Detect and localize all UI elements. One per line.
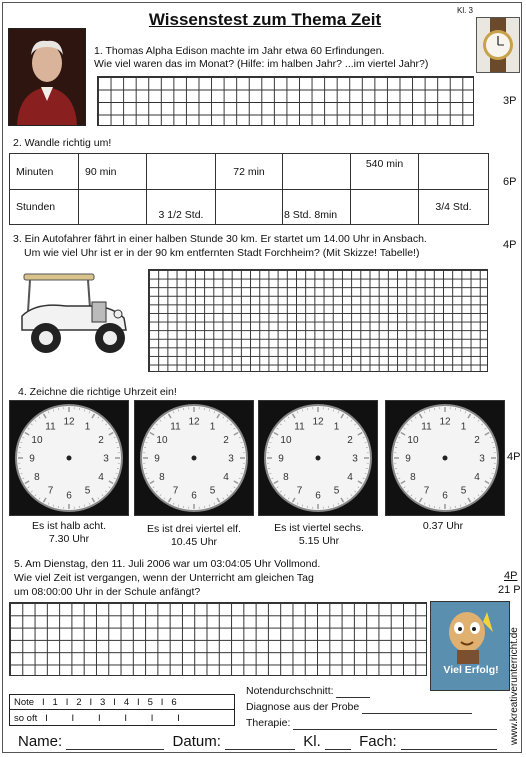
dial-number: 6 (191, 490, 197, 502)
dial-number: 1 (84, 421, 91, 433)
row-label-minutes: Minuten (10, 154, 79, 190)
dial-number: 10 (31, 435, 43, 446)
clock-face[interactable] (134, 400, 254, 516)
dial-number: 1 (333, 421, 340, 433)
q5-answer-grid[interactable] (9, 602, 427, 676)
dial-number: 12 (188, 416, 200, 428)
q1-points: 3P (503, 95, 517, 107)
dial-number: 4 (347, 472, 353, 483)
q1-line2: Wie viel waren das im Monat? (Hilfe: im halben Jahr? ...im viertel Jahr?) (94, 58, 429, 70)
car-illustration (16, 272, 134, 360)
dial-number: 4 (474, 472, 480, 483)
student-info-line (18, 733, 497, 750)
clock-caption: 0.37 Uhr (422, 520, 464, 532)
q3-line1: 3. Ein Autofahrer fährt in einer halben Stunde 30 km. Er startet um 14.00 Uhr in Ansbach. (13, 233, 427, 245)
dial-number: 9 (278, 453, 284, 465)
dial-number: 7 (296, 485, 303, 497)
mascot-caption: Viel Erfolg! (443, 664, 499, 676)
dial-number: 5 (209, 485, 216, 497)
grade-row: Note I 1 I 2 I 3 I 4 I 5 I 6 (10, 695, 234, 710)
frequency-row[interactable]: so oft I I I I I I (14, 713, 180, 724)
q5-points: 4P (504, 570, 518, 582)
dial-number: 2 (474, 435, 480, 446)
dial-number: 6 (66, 490, 72, 502)
q4-text: 4. Zeichne die richtige Uhrzeit ein! (18, 386, 177, 398)
dial-number: 3 (103, 453, 109, 465)
dial-number: 9 (405, 453, 411, 465)
dial-number: 3 (228, 453, 234, 465)
dial-number: 7 (172, 485, 179, 497)
mascot-image (430, 601, 510, 691)
grade-distribution-table (9, 694, 235, 726)
dial-number: 2 (347, 435, 353, 446)
q5-line3: um 08:00:00 Uhr in der Schule anfängt? (14, 586, 201, 598)
hours-cell[interactable]: 8 Std. 8min (283, 190, 351, 225)
conversion-table (9, 153, 489, 225)
minutes-cell[interactable] (283, 154, 351, 190)
minutes-cell[interactable] (419, 154, 489, 190)
minutes-cell[interactable]: 90 min (79, 154, 147, 190)
hours-cell[interactable] (216, 190, 283, 225)
dial-number: 11 (45, 421, 56, 433)
grade-label: Kl. 3 (457, 6, 474, 15)
grade-average-field[interactable]: Notendurchschnitt: (246, 684, 370, 698)
q2-text: 2. Wandle richtig um! (13, 137, 112, 149)
dial-number: 2 (98, 435, 104, 446)
total-points: 21 P (498, 584, 521, 596)
dial-number: 2 (223, 435, 229, 446)
page-title: Wissenstest zum Thema Zeit (148, 10, 382, 29)
q5-line2: Wie viel Zeit ist vergangen, wenn der Unterricht am gleichen Tag (14, 572, 314, 584)
q1-answer-grid[interactable] (97, 76, 474, 126)
q5-line1: 5. Am Dienstag, den 11. Juli 2006 war um 03:04:05 Uhr Vollmond. (14, 558, 321, 570)
class-label: Kl. (303, 733, 321, 750)
q2-points: 6P (503, 176, 517, 188)
dial-number: 10 (280, 435, 292, 446)
dial-number: 6 (442, 490, 448, 502)
minutes-cell[interactable]: 540 min (351, 154, 419, 190)
q3-points: 4P (503, 239, 517, 251)
therapy-field[interactable]: Therapie: (246, 716, 497, 730)
clock-center-dot (316, 456, 321, 461)
clock-face[interactable] (9, 400, 129, 516)
q1-line1: 1. Thomas Alpha Edison machte im Jahr etwa 60 Erfindungen. (94, 45, 385, 57)
subject-field[interactable] (401, 734, 497, 750)
clock-face[interactable] (258, 400, 378, 516)
dial-number: 10 (407, 435, 419, 446)
dial-number: 12 (63, 416, 75, 428)
q3-line2: Um wie viel Uhr ist er in der 90 km entfernten Stadt Forchheim? (Mit Skizze! Tabelle!) (24, 247, 420, 259)
dial-number: 3 (352, 453, 358, 465)
dial-number: 11 (421, 421, 432, 433)
dial-number: 1 (460, 421, 467, 433)
class-field[interactable] (325, 734, 351, 750)
hours-cell[interactable] (351, 190, 419, 225)
clock-face[interactable] (385, 400, 505, 516)
clock-caption: Es ist halb acht. 7.30 Uhr (31, 520, 107, 545)
watch-photo (476, 17, 520, 73)
minutes-cell[interactable]: 72 min (216, 154, 283, 190)
dial-number: 12 (312, 416, 324, 428)
dial-number: 9 (29, 453, 35, 465)
subject-label: Fach: (359, 733, 397, 750)
dial-number: 8 (34, 472, 40, 483)
minutes-cell[interactable] (147, 154, 216, 190)
dial-number: 5 (460, 485, 467, 497)
edison-portrait (8, 28, 86, 126)
dial-number: 11 (294, 421, 305, 433)
dial-number: 7 (47, 485, 54, 497)
dial-number: 1 (209, 421, 216, 433)
dial-number: 3 (479, 453, 485, 465)
dial-number: 8 (159, 472, 165, 483)
hours-cell[interactable]: 3 1/2 Std. (147, 190, 216, 225)
clock-center-dot (67, 456, 72, 461)
name-field[interactable] (66, 734, 164, 750)
dial-number: 10 (156, 435, 168, 446)
dial-number: 4 (223, 472, 229, 483)
q4-points: 4P (507, 451, 521, 463)
diagnosis-field[interactable]: Diagnose aus der Probe (246, 700, 472, 714)
dial-number: 5 (333, 485, 340, 497)
minutes-row (10, 154, 489, 190)
name-label: Name: (18, 733, 63, 750)
dial-number: 8 (410, 472, 416, 483)
dial-number: 7 (423, 485, 430, 497)
row-label-hours: Stunden (10, 190, 79, 225)
dial-number: 4 (98, 472, 104, 483)
clock-caption: Es ist viertel sechs. 5.15 Uhr (274, 522, 364, 547)
hours-cell[interactable]: 3/4 Std. (419, 190, 489, 225)
hours-row (10, 190, 489, 225)
dial-number: 9 (154, 453, 160, 465)
dial-number: 5 (84, 485, 91, 497)
date-field[interactable] (225, 734, 295, 750)
hours-cell[interactable] (79, 190, 147, 225)
dial-number: 12 (439, 416, 451, 428)
clock-caption: Es ist drei viertel elf. 10.45 Uhr (147, 523, 241, 548)
dial-number: 11 (170, 421, 181, 433)
date-label: Datum: (172, 733, 221, 750)
website-credit: www.kreativerunterricht.de (509, 627, 520, 745)
dial-number: 8 (283, 472, 289, 483)
q3-answer-grid[interactable] (148, 269, 488, 372)
clock-center-dot (192, 456, 197, 461)
dial-number: 6 (315, 490, 321, 502)
clock-center-dot (443, 456, 448, 461)
